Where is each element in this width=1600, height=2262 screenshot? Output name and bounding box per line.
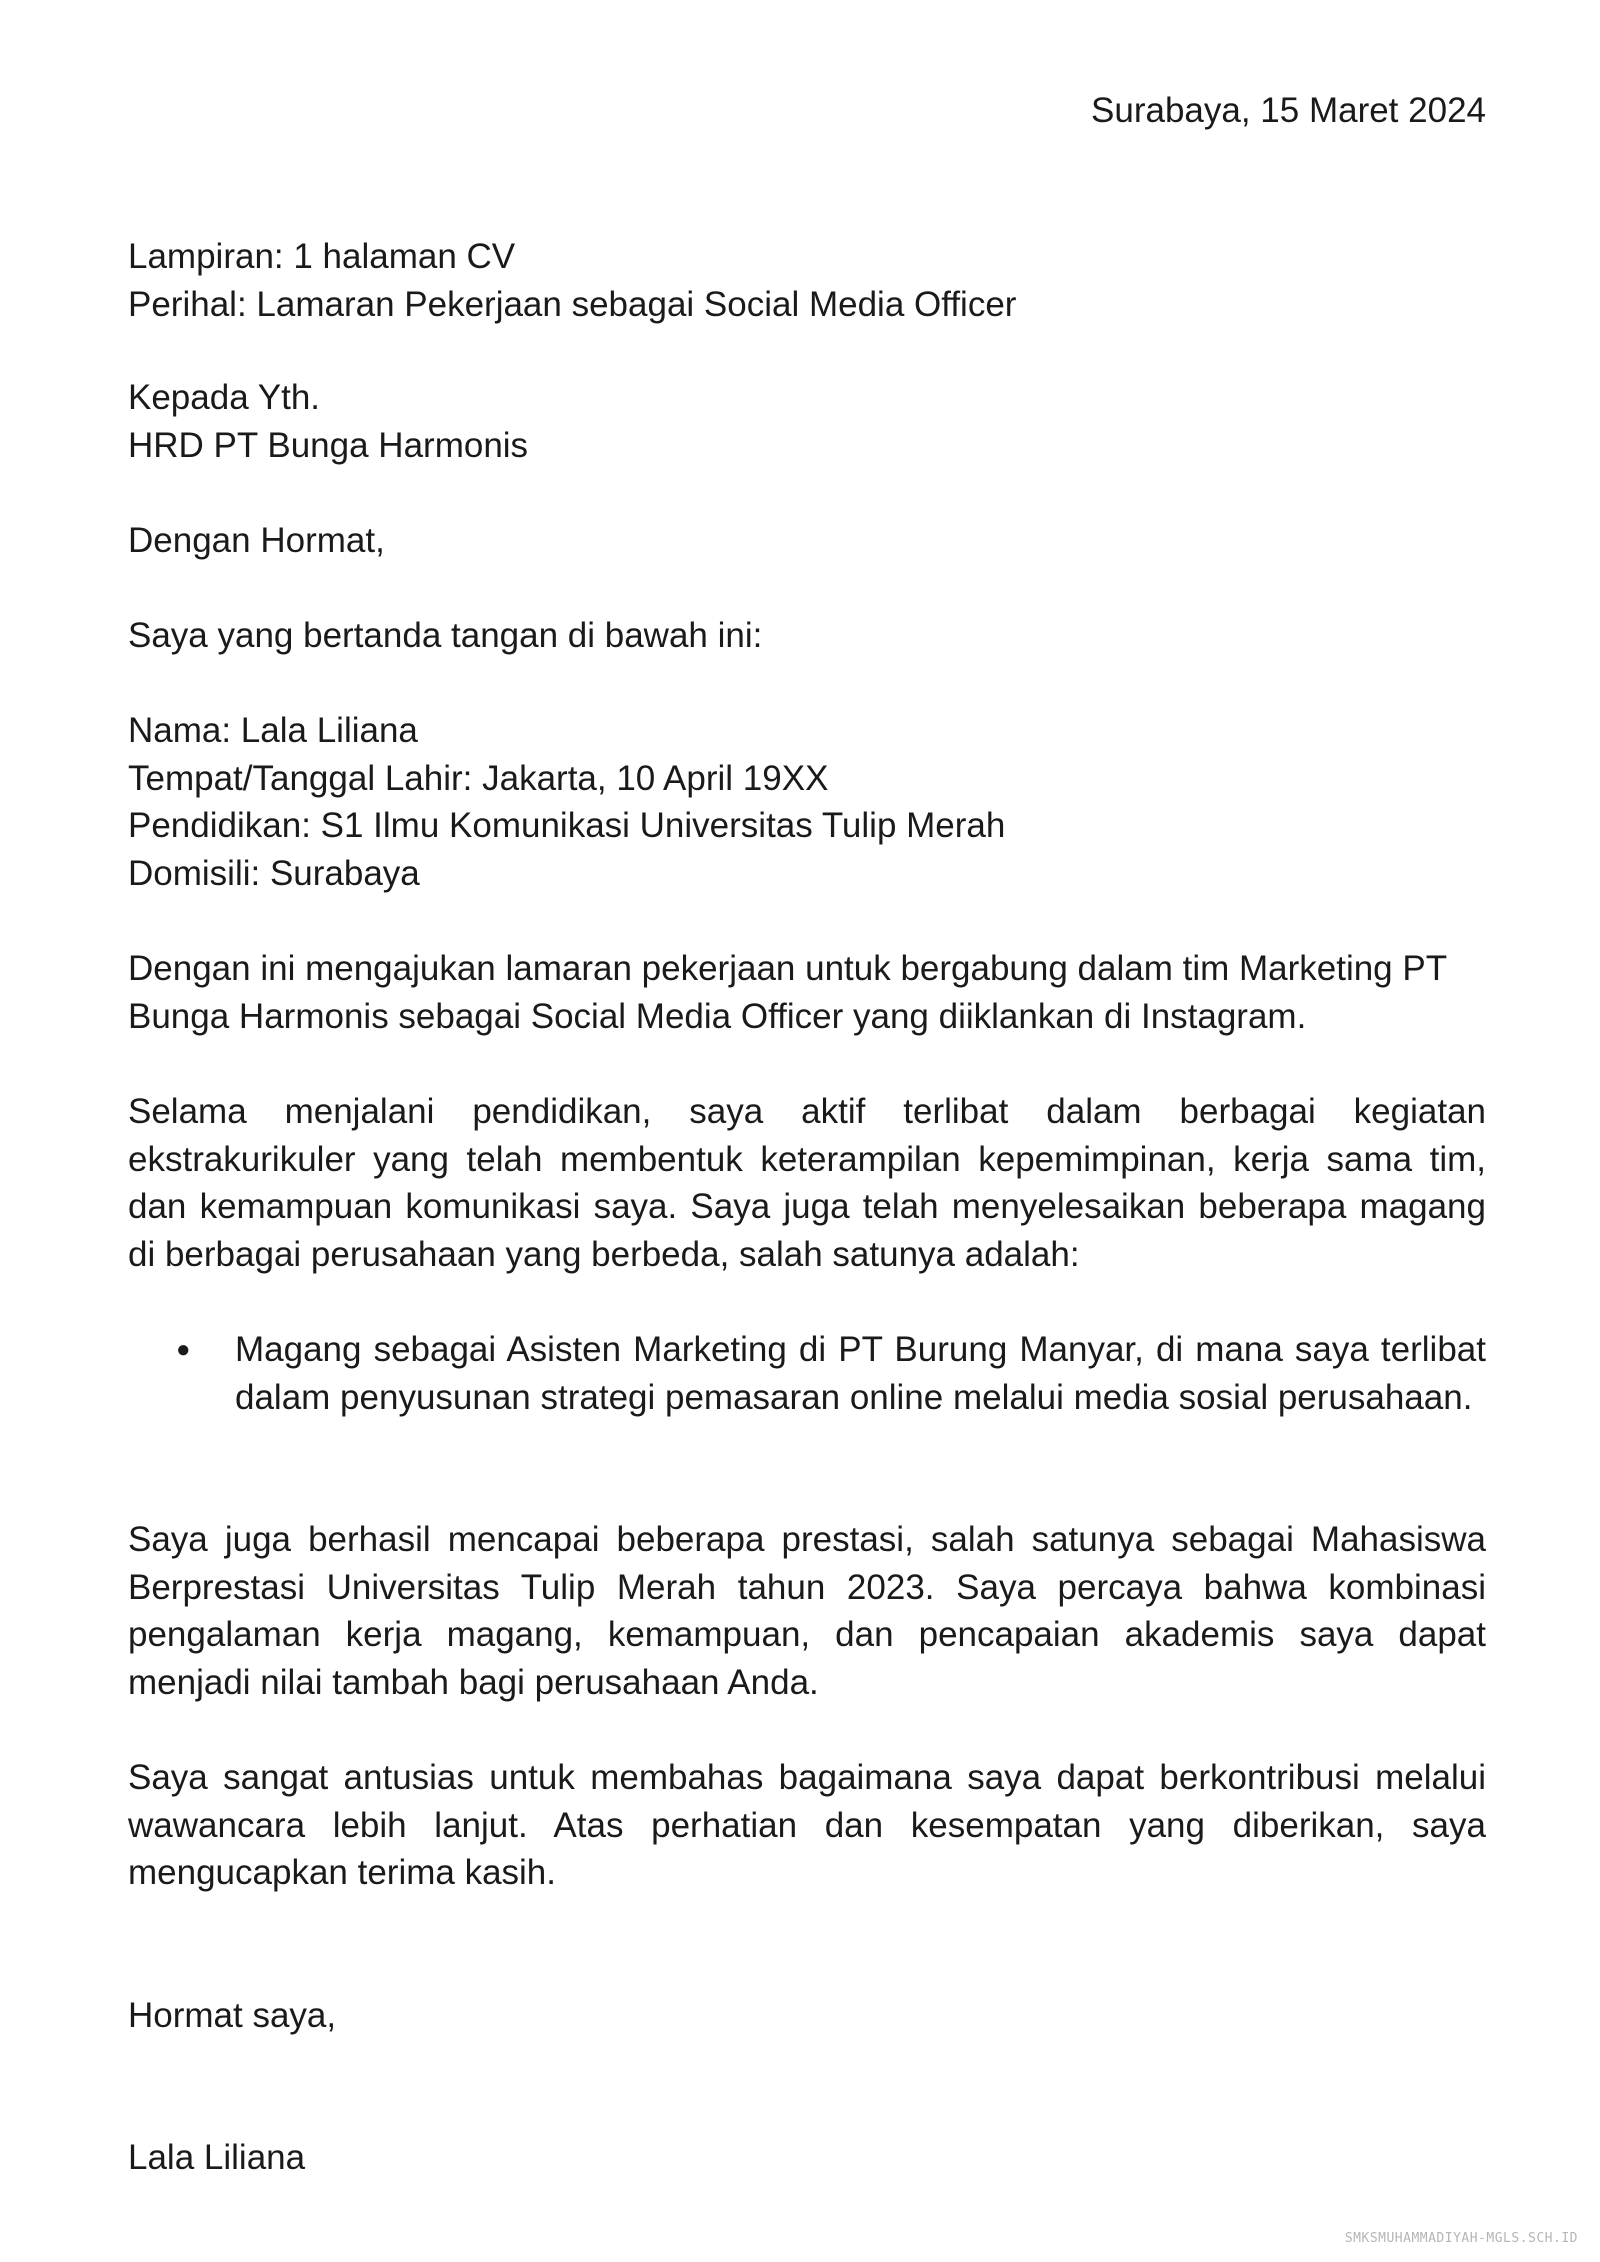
letter-header bbox=[128, 233, 1486, 328]
salutation: Dengan Hormat, bbox=[128, 521, 385, 560]
attachment-line: Lampiran: 1 halaman CV bbox=[128, 237, 516, 276]
recipient-greeting: Kepada Yth. bbox=[128, 378, 321, 417]
recipient-name: HRD PT Bunga Harmonis bbox=[128, 425, 529, 465]
subject-line: Perihal: Lamaran Pekerjaan sebagai Social Media Officer bbox=[128, 284, 1017, 324]
applicant-details bbox=[128, 707, 1486, 897]
recipient-block bbox=[128, 374, 1486, 469]
applicant-domicile: Domisili: Surabaya bbox=[128, 853, 420, 893]
bullet-dot-icon: ● bbox=[176, 1336, 191, 1363]
applicant-education: Pendidikan: S1 Ilmu Komunikasi Universitas Tulip Merah bbox=[128, 806, 1006, 845]
paragraph-closing: Saya sangat antusias untuk membahas bagaimana saya dapat berkontribusi melalui wawancara lebih lanjut. Atas perhatian dan kesempatan yang diberikan, saya mengucapkan terima kasih. bbox=[128, 1758, 1486, 1892]
watermark-text: SMKSMUHAMMADIYAH-MGLS.SCH.ID bbox=[1344, 2231, 1578, 2246]
paragraph-application: Dengan ini mengajukan lamaran pekerjaan untuk bergabung dalam tim Marketing PT Bunga Harmonis sebagai Social Media Officer yang diiklankan di Instagram. bbox=[128, 949, 1447, 1036]
paragraph-education: Selama menjalani pendidikan, saya aktif terlibat dalam berbagai kegiatan ekstrakurikuler yang telah membentuk keterampilan kepemimpinan, kerja sama tim, dan kemampuan komunikasi saya. Saya juga telah menyelesaikan beberapa magang di berbagai perusahaan yang berbeda, salah satunya adalah: bbox=[128, 1092, 1486, 1274]
closing-phrase: Hormat saya, bbox=[128, 1996, 337, 2035]
applicant-name: Nama: Lala Liliana bbox=[128, 711, 418, 750]
internship-text: Magang sebagai Asisten Marketing di PT Burung Manyar, di mana saya terlibat dalam penyusunan strategi pemasaran online melalui media sosial perusahaan. bbox=[235, 1330, 1486, 1417]
applicant-birth: Tempat/Tanggal Lahir: Jakarta, 10 April 19XX bbox=[128, 758, 829, 798]
signature-name: Lala Liliana bbox=[128, 2138, 306, 2177]
intro-sentence: Saya yang bertanda tangan di bawah ini: bbox=[128, 616, 763, 655]
place-date: Surabaya, 15 Maret 2024 bbox=[1091, 91, 1486, 130]
paragraph-achievement: Saya juga berhasil mencapai beberapa prestasi, salah satunya sebagai Mahasiswa Berprestasi Universitas Tulip Merah tahun 2023. Saya percaya bahwa kombinasi pengalaman kerja magang, kemampuan, dan pencapaian akademis saya dapat menjadi nilai tambah bagi perusahaan Anda. bbox=[128, 1520, 1486, 1702]
